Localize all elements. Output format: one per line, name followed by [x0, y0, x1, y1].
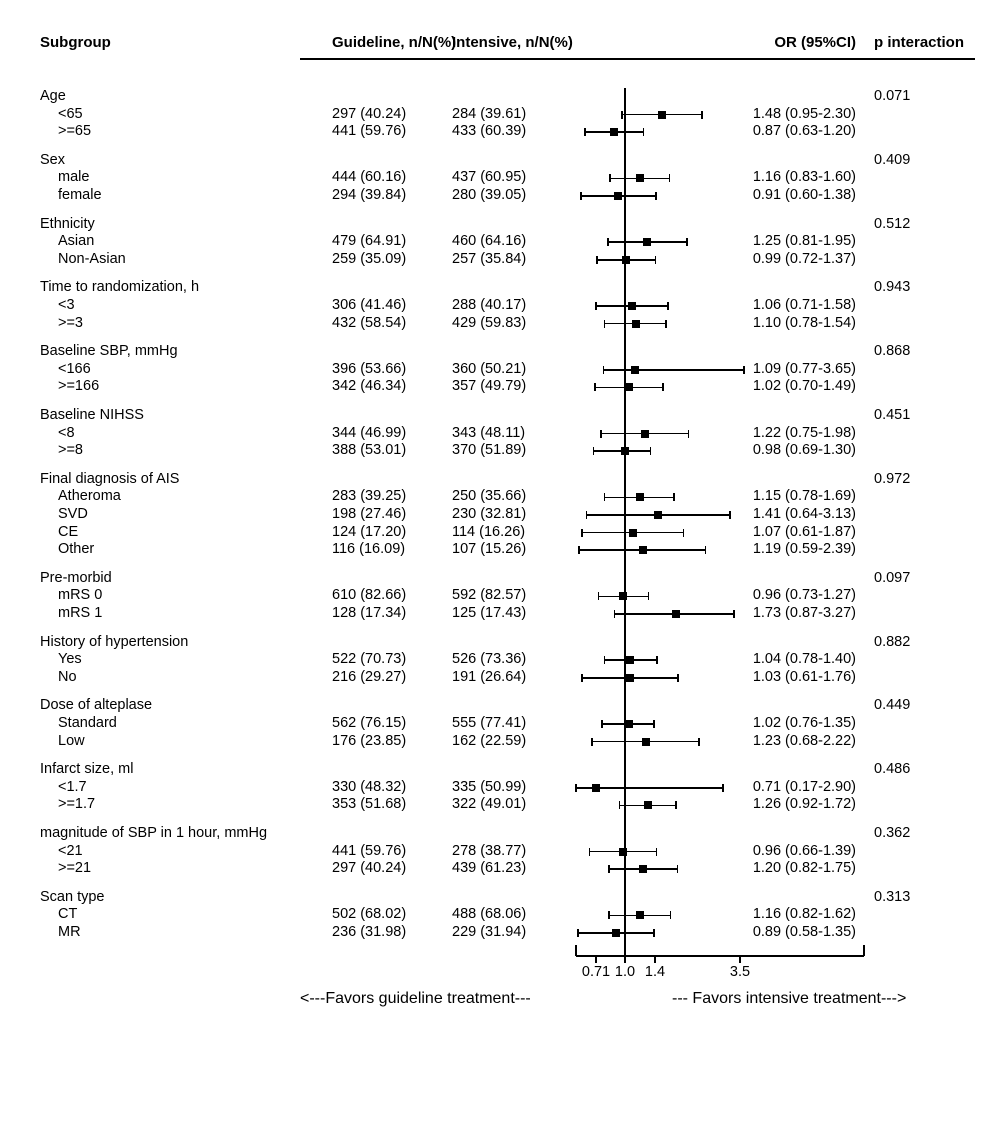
favors-guideline-label: <---Favors guideline treatment--- [300, 990, 531, 1007]
intensive-value: 107 (15.26) [452, 541, 527, 558]
subgroup-row-label: Atheroma [58, 488, 121, 505]
effect-estimate-marker [628, 302, 636, 310]
ci-lower-cap [578, 546, 580, 554]
or-ci-value: 1.02 (0.70-1.49) [752, 378, 856, 395]
subgroup-row-label: <65 [58, 105, 83, 122]
subgroup-row-label: <1.7 [58, 778, 87, 795]
or-ci-value: 1.41 (0.64-3.13) [752, 506, 856, 522]
ci-upper-cap [670, 911, 672, 919]
effect-estimate-marker [644, 801, 652, 809]
ci-lower-cap [601, 720, 603, 728]
subgroup-row-label: >=3 [58, 314, 83, 331]
p-interaction-value: 0.071 [874, 88, 911, 104]
subgroup-row-label: Low [58, 732, 85, 749]
column-header-p-interaction: p interaction [874, 34, 965, 51]
subgroup-group-label: Pre-morbid [40, 569, 112, 586]
ci-lower-cap [600, 430, 602, 438]
or-ci-value: 1.02 (0.76-1.35) [752, 715, 856, 731]
favors-intensive-label: --- Favors intensive treatment---> [672, 990, 907, 1007]
or-ci-value: 1.15 (0.78-1.69) [752, 488, 856, 505]
effect-estimate-marker [672, 610, 680, 618]
p-interaction-value: 0.097 [874, 569, 911, 586]
subgroup-row-label: >=65 [58, 123, 92, 140]
or-ci-value: 1.10 (0.78-1.54) [752, 314, 856, 331]
ci-lower-cap [596, 256, 598, 264]
p-interaction-value: 0.868 [874, 343, 911, 360]
subgroup-row-label: Non-Asian [58, 250, 126, 267]
p-interaction-value: 0.313 [874, 888, 911, 905]
guideline-value: 198 (27.46) [332, 506, 407, 522]
ci-lower-cap [603, 366, 605, 374]
column-header-subgroup: Subgroup [40, 34, 111, 51]
ci-lower-cap [604, 320, 606, 328]
ci-lower-cap [607, 238, 609, 246]
guideline-value: 176 (23.85) [332, 732, 407, 749]
subgroup-row-label: >=1.7 [58, 796, 96, 813]
intensive-value: 592 (82.57) [452, 587, 527, 604]
guideline-value: 344 (46.99) [332, 424, 407, 441]
subgroup-group-label: Time to randomization, h [40, 279, 200, 296]
p-interaction-value: 0.882 [874, 633, 911, 650]
intensive-value: 343 (48.11) [452, 424, 526, 441]
effect-estimate-marker [632, 320, 640, 328]
subgroup-row-label: <166 [58, 360, 91, 377]
guideline-value: 562 (76.15) [332, 715, 407, 731]
p-interaction-value: 0.972 [874, 470, 911, 487]
guideline-value: 124 (17.20) [332, 523, 407, 540]
subgroup-group-label: Ethnicity [40, 215, 95, 232]
or-ci-value: 1.07 (0.61-1.87) [752, 523, 856, 540]
subgroup-row-label: Other [58, 541, 95, 558]
ci-lower-cap [586, 511, 588, 519]
ci-lower-cap [595, 302, 597, 310]
ci-lower-cap [608, 911, 610, 919]
subgroup-row-label: >=21 [58, 860, 92, 877]
ci-lower-cap [609, 174, 611, 182]
effect-estimate-marker [639, 865, 647, 873]
intensive-value: 335 (50.99) [452, 778, 527, 795]
p-interaction-value: 0.943 [874, 279, 911, 296]
intensive-value: 555 (77.41) [452, 715, 527, 731]
or-ci-value: 1.03 (0.61-1.76) [752, 668, 856, 685]
or-ci-value: 1.22 (0.75-1.98) [752, 424, 856, 441]
guideline-value: 479 (64.91) [332, 233, 407, 250]
or-ci-value: 1.48 (0.95-2.30) [752, 105, 856, 122]
ci-upper-cap [650, 447, 652, 455]
x-axis-tick [624, 957, 626, 963]
ci-upper-cap [655, 256, 657, 264]
intensive-value: 488 (68.06) [452, 906, 527, 923]
ci-lower-cap [581, 674, 583, 682]
or-ci-value: 0.96 (0.66-1.39) [752, 842, 856, 859]
ci-upper-cap [688, 430, 690, 438]
p-interaction-value: 0.486 [874, 761, 911, 778]
subgroup-group-label: Age [40, 88, 66, 104]
ci-upper-cap [656, 848, 658, 856]
ci-upper-cap [686, 238, 688, 246]
subgroup-group-label: Final diagnosis of AIS [40, 470, 180, 487]
effect-estimate-marker [626, 674, 634, 682]
x-axis-tick-label: 1.0 [614, 964, 636, 980]
intensive-value: 191 (26.64) [452, 668, 527, 685]
guideline-value: 306 (41.46) [332, 297, 407, 313]
ci-lower-cap [604, 656, 606, 664]
ci-lower-cap [608, 865, 610, 873]
ci-upper-cap [743, 366, 745, 374]
guideline-value: 330 (48.32) [332, 778, 407, 795]
p-interaction-value: 0.451 [874, 407, 911, 423]
ci-lower-cap [593, 447, 595, 455]
or-ci-value: 1.04 (0.78-1.40) [752, 651, 856, 668]
ci-upper-cap [665, 320, 667, 328]
ci-upper-cap [675, 801, 677, 809]
ci-lower-cap [594, 383, 596, 391]
or-ci-value: 0.99 (0.72-1.37) [752, 250, 856, 267]
subgroup-row-label: mRS 0 [58, 587, 103, 604]
effect-estimate-marker [614, 192, 622, 200]
column-header-guideline: Guideline, n/N(%) [332, 34, 457, 51]
effect-estimate-marker [639, 546, 647, 554]
intensive-value: 526 (73.36) [452, 651, 527, 668]
ci-upper-cap [705, 546, 707, 554]
guideline-value: 522 (70.73) [332, 651, 407, 668]
effect-estimate-marker [642, 738, 650, 746]
intensive-value: 370 (51.89) [452, 442, 527, 459]
or-ci-value: 1.25 (0.81-1.95) [752, 233, 856, 250]
subgroup-group-label: Dose of alteplase [40, 697, 153, 714]
guideline-value: 342 (46.34) [332, 378, 407, 395]
p-interaction-value: 0.409 [874, 151, 911, 168]
intensive-value: 278 (38.77) [452, 842, 527, 859]
effect-estimate-marker [658, 111, 666, 119]
ci-upper-cap [653, 929, 655, 937]
ci-upper-cap [673, 493, 675, 501]
intensive-value: 114 (16.26) [452, 523, 526, 540]
guideline-value: 502 (68.02) [332, 906, 407, 923]
effect-estimate-marker [636, 911, 644, 919]
header-rule [300, 58, 975, 60]
guideline-value: 610 (82.66) [332, 587, 407, 604]
or-ci-value: 0.98 (0.69-1.30) [752, 442, 856, 459]
effect-estimate-marker [626, 656, 634, 664]
ci-lower-cap [621, 111, 623, 119]
subgroup-group-label: Scan type [40, 888, 105, 905]
ci-upper-cap [667, 302, 669, 310]
subgroup-row-label: <3 [58, 297, 75, 313]
effect-estimate-marker [592, 784, 600, 792]
subgroup-group-label: Sex [40, 151, 65, 168]
or-ci-value: 0.71 (0.17-2.90) [752, 778, 856, 795]
intensive-value: 230 (32.81) [452, 506, 527, 522]
subgroup-group-label: Baseline NIHSS [40, 407, 144, 423]
ci-upper-cap [643, 128, 645, 136]
subgroup-row-label: <21 [58, 842, 83, 859]
intensive-value: 437 (60.95) [452, 169, 527, 186]
subgroup-group-label: magnitude of SBP in 1 hour, mmHg [40, 825, 268, 841]
guideline-value: 441 (59.76) [332, 123, 407, 140]
subgroup-group-label: History of hypertension [40, 633, 189, 650]
x-axis-tick [595, 957, 597, 963]
p-interaction-value: 0.362 [874, 825, 911, 841]
ci-upper-cap [698, 738, 700, 746]
guideline-value: 128 (17.34) [332, 605, 407, 621]
subgroup-row-label: SVD [58, 506, 88, 522]
effect-estimate-marker [641, 430, 649, 438]
ci-upper-cap [733, 610, 735, 618]
or-ci-value: 1.73 (0.87-3.27) [752, 605, 856, 621]
ci-upper-cap [722, 784, 724, 792]
ci-lower-cap [614, 610, 616, 618]
or-ci-value: 1.19 (0.59-2.39) [752, 541, 856, 558]
intensive-value: 284 (39.61) [452, 105, 527, 122]
guideline-value: 216 (29.27) [332, 668, 407, 685]
subgroup-row-label: Standard [58, 715, 117, 731]
or-ci-value: 0.91 (0.60-1.38) [752, 187, 856, 203]
intensive-value: 162 (22.59) [452, 732, 527, 749]
subgroup-group-label: Baseline SBP, mmHg [40, 343, 178, 360]
ci-upper-cap [655, 192, 657, 200]
effect-estimate-marker [643, 238, 651, 246]
effect-estimate-marker [629, 529, 637, 537]
intensive-value: 250 (35.66) [452, 488, 527, 505]
subgroup-row-label: Asian [58, 233, 95, 250]
ci-lower-cap [619, 801, 621, 809]
guideline-value: 297 (40.24) [332, 105, 407, 122]
or-ci-value: 1.20 (0.82-1.75) [752, 860, 856, 877]
guideline-value: 297 (40.24) [332, 860, 407, 877]
subgroup-row-label: >=166 [58, 378, 100, 395]
effect-estimate-marker [610, 128, 618, 136]
or-ci-value: 1.16 (0.82-1.62) [752, 906, 856, 923]
x-axis-line [576, 955, 864, 957]
subgroup-row-label: MR [58, 924, 81, 940]
subgroup-group-label: Infarct size, ml [40, 761, 134, 778]
column-header-or: OR (95%CI) [774, 34, 856, 51]
intensive-value: 360 (50.21) [452, 360, 527, 377]
ci-upper-cap [653, 720, 655, 728]
subgroup-row-label: female [58, 187, 102, 203]
ci-upper-cap [648, 592, 650, 600]
effect-estimate-marker [654, 511, 662, 519]
or-ci-value: 1.16 (0.83-1.60) [752, 169, 856, 186]
subgroup-row-label: mRS 1 [58, 605, 103, 621]
guideline-value: 259 (35.09) [332, 250, 407, 267]
guideline-value: 444 (60.16) [332, 169, 407, 186]
ci-upper-cap [662, 383, 664, 391]
ci-upper-cap [701, 111, 703, 119]
or-ci-value: 0.89 (0.58-1.35) [752, 924, 856, 940]
effect-estimate-marker [636, 174, 644, 182]
intensive-value: 229 (31.94) [452, 924, 527, 940]
guideline-value: 294 (39.84) [332, 187, 407, 203]
ci-lower-cap [580, 192, 582, 200]
p-interaction-value: 0.449 [874, 697, 911, 714]
or-ci-value: 1.09 (0.77-3.65) [752, 360, 856, 377]
intensive-value: 433 (60.39) [452, 123, 527, 140]
subgroup-row-label: CE [58, 523, 79, 540]
subgroup-row-label: <8 [58, 424, 75, 441]
intensive-value: 429 (59.83) [452, 314, 527, 331]
intensive-value: 322 (49.01) [452, 796, 527, 813]
ci-lower-cap [584, 128, 586, 136]
guideline-value: 396 (53.66) [332, 360, 407, 377]
effect-estimate-marker [636, 493, 644, 501]
or-ci-value: 1.06 (0.71-1.58) [752, 297, 856, 313]
intensive-value: 257 (35.84) [452, 250, 527, 267]
ci-upper-cap [677, 674, 679, 682]
ci-upper-cap [683, 529, 685, 537]
reference-line [624, 88, 626, 955]
ci-upper-cap [669, 174, 671, 182]
intensive-value: 460 (64.16) [452, 233, 527, 250]
effect-estimate-marker [612, 929, 620, 937]
x-axis-tick-label: 0.71 [581, 964, 611, 980]
or-ci-value: 0.87 (0.63-1.20) [752, 123, 856, 140]
x-axis-tick [654, 957, 656, 963]
x-axis-tick [739, 957, 741, 963]
x-axis-tick-label: 1.4 [644, 964, 666, 980]
x-axis-left-cap [575, 945, 577, 956]
p-interaction-value: 0.512 [874, 215, 911, 232]
subgroup-row-label: CT [58, 906, 78, 923]
ci-lower-cap [591, 738, 593, 746]
guideline-value: 432 (58.54) [332, 314, 407, 331]
subgroup-row-label: Yes [58, 651, 82, 668]
or-ci-value: 1.26 (0.92-1.72) [752, 796, 856, 813]
x-axis-right-cap [863, 945, 865, 956]
subgroup-row-label: >=8 [58, 442, 83, 459]
intensive-value: 439 (61.23) [452, 860, 527, 877]
guideline-value: 236 (31.98) [332, 924, 407, 940]
guideline-value: 116 (16.09) [332, 541, 406, 558]
intensive-value: 125 (17.43) [452, 605, 527, 621]
guideline-value: 388 (53.01) [332, 442, 407, 459]
column-header-intensive: Intensive, n/N(%) [452, 34, 573, 51]
ci-lower-cap [575, 784, 577, 792]
intensive-value: 288 (40.17) [452, 297, 527, 313]
ci-upper-cap [677, 865, 679, 873]
x-axis-tick-label: 3.5 [729, 964, 751, 980]
ci-lower-cap [598, 592, 600, 600]
ci-lower-cap [577, 929, 579, 937]
guideline-value: 441 (59.76) [332, 842, 407, 859]
subgroup-row-label: No [58, 668, 77, 685]
or-ci-value: 0.96 (0.73-1.27) [752, 587, 856, 604]
intensive-value: 280 (39.05) [452, 187, 527, 203]
subgroup-row-label: male [58, 169, 90, 186]
guideline-value: 283 (39.25) [332, 488, 407, 505]
ci-upper-cap [656, 656, 658, 664]
intensive-value: 357 (49.79) [452, 378, 527, 395]
guideline-value: 353 (51.68) [332, 796, 407, 813]
effect-estimate-marker [631, 366, 639, 374]
ci-lower-cap [604, 493, 606, 501]
or-ci-value: 1.23 (0.68-2.22) [752, 732, 856, 749]
ci-lower-cap [581, 529, 583, 537]
ci-upper-cap [729, 511, 731, 519]
ci-lower-cap [589, 848, 591, 856]
